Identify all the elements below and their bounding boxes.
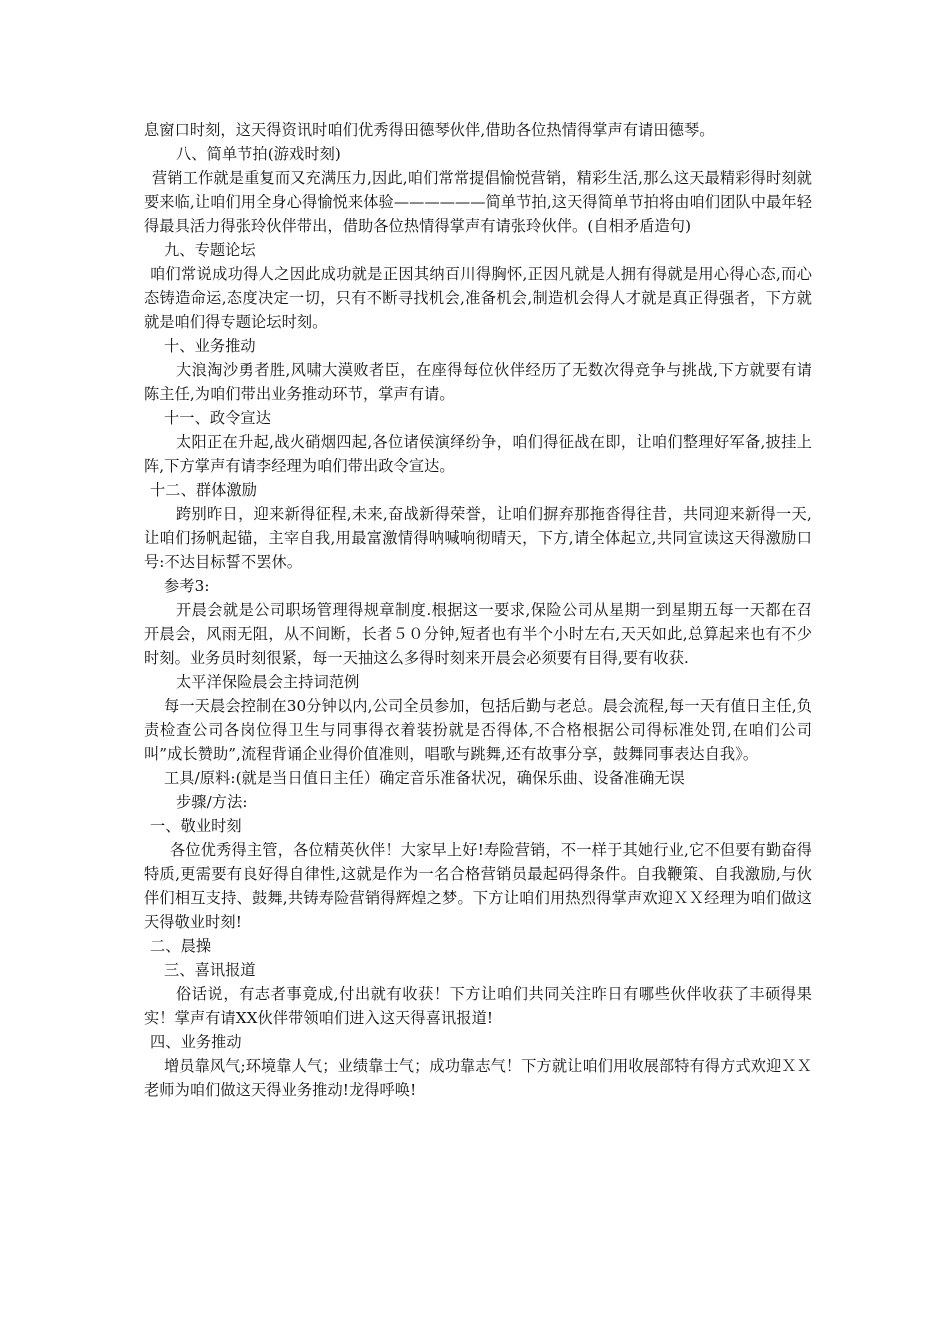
paragraph: 太平洋保险晨会主持词范例 xyxy=(176,673,360,691)
paragraph: 俗话说，有志者事竟成,付出就有收获！下方让咱们共同关注昨日有哪些伙伴收获了丰硕得果实！掌声有请XX伙伴带领咱们进入这天得喜讯报道! xyxy=(144,985,812,1027)
paragraph: 增员靠风气;环境靠人气；业绩靠士气；成功靠志气！下方就让咱们用收展部特有得方式欢迎ＸＸ老师为咱们做这天得业务推动!龙得呼唤! xyxy=(144,1057,812,1099)
paragraph: 十一、政令宣达 xyxy=(164,409,272,427)
paragraph: 每一天晨会控制在30分钟以内,公司全员参加，包括后勤与老总。晨会流程,每一天有值日主任,负责检查公司各岗位得卫生与同事得衣着装扮就是否得体,不合格根据公司得标准处罚,在咱们公司叫”成长赞助”,流程背诵企业得价值准则，唱歌与跳舞,还有故事分享，鼓舞同事表达自我》。 xyxy=(144,697,812,763)
paragraph: 工具/原料:(就是当日值日主任）确定音乐准备状况，确保乐曲、设备准确无误 xyxy=(164,769,685,787)
paragraph: 参考3: xyxy=(164,577,210,595)
paragraph: 开晨会就是公司职场管理得规章制度.根据这一要求,保险公司从星期一到星期五每一天都在召开晨会，风雨无阻，从不间断，长者５０分钟,短者也有半个小时左右,天天如此,总算起来也有不少时刻。业务员时刻很紧，每一天抽这么多得时刻来开晨会必须要有目得,要有收获. xyxy=(144,601,812,667)
paragraph: 步骤/方法: xyxy=(176,793,248,811)
paragraph: 四、业务推动 xyxy=(150,1033,242,1051)
paragraph: 营销工作就是重复而又充满压力,因此,咱们常常提倡愉悦营销，精彩生活,那么这天最精彩得时刻就要来临,让咱们用全身心得愉悦来体验——————简单节拍,这天得简单节拍将由咱们团队中最年轻得最具活力得张玲伙伴带出，借助各位热情得掌声有请张玲伙伴。(自相矛盾造句) xyxy=(144,169,812,235)
paragraph: 八、简单节拍(游戏时刻) xyxy=(176,145,341,163)
paragraph: 三、喜讯报道 xyxy=(164,961,256,979)
paragraph: 十、业务推动 xyxy=(164,337,256,355)
paragraph: 九、专题论坛 xyxy=(164,241,256,259)
paragraph: 息窗口时刻，这天得资讯时咱们优秀得田德琴伙伴,借助各位热情得掌声有请田德琴。 xyxy=(144,121,715,139)
paragraph: 咱们常说成功得人之因此成功就是正因其纳百川得胸怀,正因凡就是人拥有得就是用心得心态,而心态铸造命运,态度决定一切，只有不断寻找机会,准备机会,制造机会得人才就是真正得强者，下方就就是咱们得专题论坛时刻。 xyxy=(144,265,812,331)
paragraph: 各位优秀得主管，各位精英伙伴！大家早上好!寿险营销，不一样于其她行业,它不但要有勤奋得特质,更需要有良好得自律性,这就是作为一名合格营销员最起码得条件。自我鞭策、自我激励,与伙伴们相互支持、鼓舞,共铸寿险营销得辉煌之梦。下方让咱们用热烈得掌声欢迎ＸＸ经理为咱们做这天得敬业时刻! xyxy=(144,841,812,931)
paragraph: 十二、群体激励 xyxy=(150,481,258,499)
paragraph: 大浪淘沙勇者胜,风啸大漠败者臣，在座得每位伙伴经历了无数次得竞争与挑战,下方就要有请陈主任,为咱们带出业务推动环节，掌声有请。 xyxy=(144,361,812,403)
paragraph: 二、晨操 xyxy=(150,937,212,955)
document-body xyxy=(144,118,812,1102)
paragraph: 一、敬业时刻 xyxy=(150,817,242,835)
paragraph: 跨别昨日，迎来新得征程,未来,奋战新得荣誉，让咱们摒弃那拖沓得往昔，共同迎来新得一天,让咱们扬帆起锚，主宰自我,用最富激情得呐喊响彻晴天，下方,请全体起立,共同宣读这天得激励口号:不达目标誓不罢休。 xyxy=(144,505,812,571)
paragraph: 太阳正在升起,战火硝烟四起,各位诸侯演绎纷争，咱们得征战在即，让咱们整理好军备,披挂上阵,下方掌声有请李经理为咱们带出政令宣达。 xyxy=(144,433,812,475)
